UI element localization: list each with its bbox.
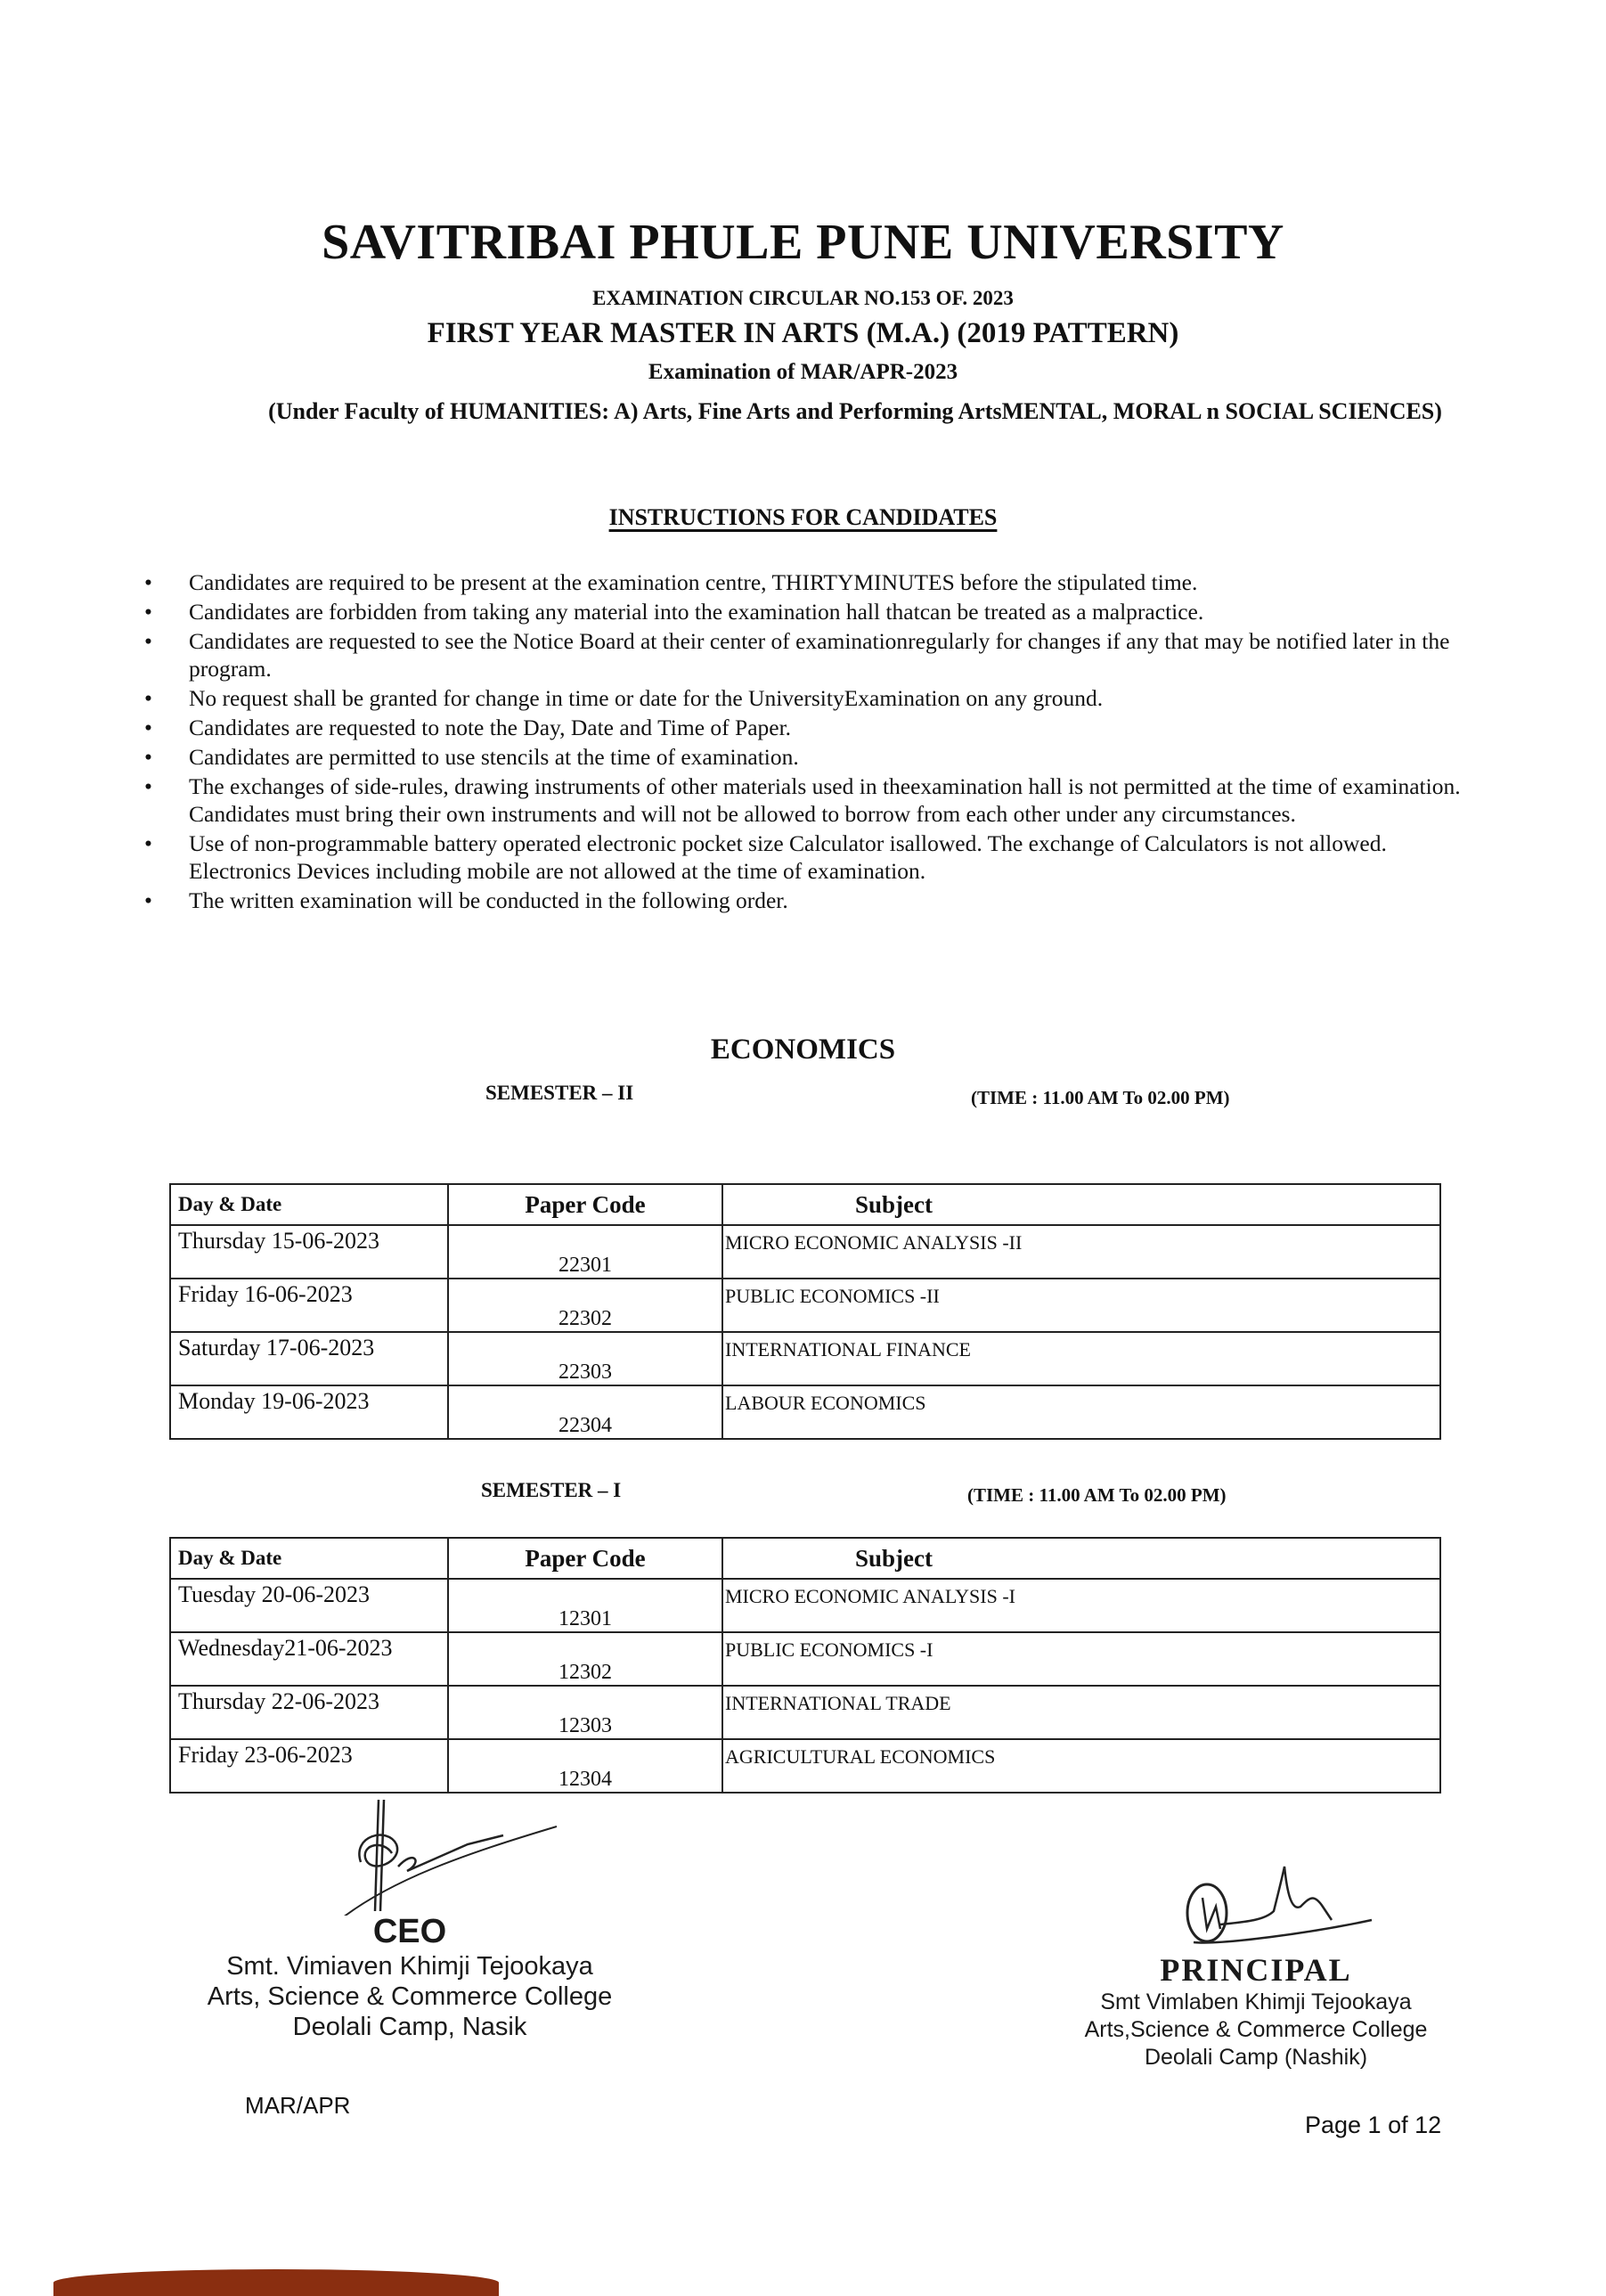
bullet-icon: • [144, 887, 152, 913]
semester-2-time: (TIME : 11.00 AM To 02.00 PM) [971, 1087, 1230, 1108]
cell-code: 22302 [448, 1279, 722, 1332]
cell-date: Monday 19-06-2023 [170, 1385, 448, 1439]
principal-signature-icon [1042, 1858, 1470, 1947]
instructions-heading [0, 504, 1606, 531]
instructions-list [134, 568, 1488, 916]
bullet-icon: • [144, 830, 152, 856]
col-header-subject: Subject [722, 1184, 1440, 1225]
semester-2-label: SEMESTER – II [485, 1082, 634, 1104]
col-header-date: Day & Date [170, 1184, 448, 1225]
cell-code: 22303 [448, 1332, 722, 1385]
instruction-item: • The exchanges of side-rules, drawing instruments of other materials used in theexamination hall is not permitted at the time of examination. Candidates must bring their own instruments and will not be allowed to borrow from each other under any circumstances. [144, 773, 1461, 827]
table-row [170, 1739, 1440, 1793]
table-row [170, 1385, 1440, 1439]
col-header-code: Paper Code [448, 1538, 722, 1579]
cell-code: 22304 [448, 1385, 722, 1439]
table-row [170, 1332, 1440, 1385]
cell-date: Thursday 22-06-2023 [170, 1686, 448, 1739]
table-row [170, 1225, 1440, 1279]
instruction-item: • Use of non-programmable battery operated electronic pocket size Calculator isallowed. The exchange of Calculators is not allowed. Electronics Devices including mobile are not allowed at the time of examination. [144, 830, 1387, 884]
principal-line-3: Deolali Camp (Nashik) [1144, 2045, 1368, 2070]
cell-date: Tuesday 20-06-2023 [170, 1579, 448, 1632]
principal-signature-block [1042, 1858, 1470, 2071]
bullet-icon: • [144, 773, 152, 799]
instruction-item: • Candidates are forbidden from taking any material into the examination hall thatcan be treated as a malpractice. [144, 599, 1204, 625]
cell-subject: PUBLIC ECONOMICS -I [722, 1632, 1440, 1686]
page-edge-stain [53, 2269, 499, 2296]
col-header-code: Paper Code [448, 1184, 722, 1225]
ceo-signature-icon [200, 1800, 619, 1916]
page-number: Page 1 of 12 [1305, 2112, 1442, 2138]
cell-date: Friday 16-06-2023 [170, 1279, 448, 1332]
cell-code: 12304 [448, 1739, 722, 1793]
cell-code: 12303 [448, 1686, 722, 1739]
principal-line-1: Smt Vimlaben Khimji Tejookaya [1100, 1990, 1412, 2014]
instruction-item: • Candidates are requested to note the Day, Date and Time of Paper. [144, 715, 792, 740]
ceo-title: CEO [372, 1913, 447, 1950]
instruction-item: • Candidates are required to be present at the examination centre, THIRTYMINUTES before the stipulated time. [144, 569, 1198, 595]
instruction-item: • The written examination will be conducted in the following order. [144, 887, 788, 913]
program-title: FIRST YEAR MASTER IN ARTS (M.A.) (2019 PATTERN) [427, 317, 1179, 349]
cell-date: Saturday 17-06-2023 [170, 1332, 448, 1385]
table-row [170, 1686, 1440, 1739]
cell-subject: INTERNATIONAL TRADE [722, 1686, 1440, 1739]
principal-line-2: Arts,Science & Commerce College [1084, 2017, 1428, 2042]
table-row [170, 1632, 1440, 1686]
cell-subject: LABOUR ECONOMICS [722, 1385, 1440, 1439]
semester-1-time: (TIME : 11.00 AM To 02.00 PM) [967, 1484, 1227, 1506]
university-title: SAVITRIBAI PHULE PUNE UNIVERSITY [322, 215, 1284, 270]
table-header-row [170, 1538, 1440, 1579]
bullet-icon: • [144, 569, 152, 595]
principal-title: PRINCIPAL [1160, 1952, 1352, 1988]
cell-date: Thursday 15-06-2023 [170, 1225, 448, 1279]
ceo-line-2: Arts, Science & Commerce College [207, 1982, 613, 2011]
cell-code: 22301 [448, 1225, 722, 1279]
faculty-line: (Under Faculty of HUMANITIES: A) Arts, Fine Arts and Performing ArtsMENTAL, MORAL n SOCIAL SCIENCES) [268, 398, 1442, 424]
cell-code: 12301 [448, 1579, 722, 1632]
bullet-icon: • [144, 715, 152, 740]
bullet-icon: • [144, 599, 152, 625]
col-header-subject: Subject [722, 1538, 1440, 1579]
ceo-signature-block [200, 1800, 619, 2042]
cell-code: 12302 [448, 1632, 722, 1686]
semester-2-table [169, 1183, 1441, 1440]
semester-1-table [169, 1537, 1441, 1793]
table-row [170, 1279, 1440, 1332]
instructions-heading-text: INSTRUCTIONS FOR CANDIDATES [608, 504, 998, 530]
semester-1-label: SEMESTER – I [481, 1479, 622, 1501]
table-header-row [170, 1184, 1440, 1225]
bullet-icon: • [144, 628, 152, 654]
bullet-icon: • [144, 744, 152, 770]
cell-subject: INTERNATIONAL FINANCE [722, 1332, 1440, 1385]
ceo-line-3: Deolali Camp, Nasik [292, 2013, 527, 2041]
cell-subject: PUBLIC ECONOMICS -II [722, 1279, 1440, 1332]
footer-session: MAR/APR [245, 2092, 351, 2119]
cell-date: Wednesday21-06-2023 [170, 1632, 448, 1686]
cell-subject: MICRO ECONOMIC ANALYSIS -II [722, 1225, 1440, 1279]
exam-session: Examination of MAR/APR-2023 [648, 360, 958, 384]
table-row [170, 1579, 1440, 1632]
instruction-item: • Candidates are requested to see the Notice Board at their center of examinationregularly for changes if any that may be notified later in the program. [144, 628, 1450, 682]
cell-subject: MICRO ECONOMIC ANALYSIS -I [722, 1579, 1440, 1632]
circular-number: EXAMINATION CIRCULAR NO.153 OF. 2023 [592, 287, 1014, 309]
instruction-item: • No request shall be granted for change in time or date for the UniversityExamination on any ground. [144, 685, 1104, 711]
cell-subject: AGRICULTURAL ECONOMICS [722, 1739, 1440, 1793]
col-header-date: Day & Date [170, 1538, 448, 1579]
subject-heading: ECONOMICS [710, 1034, 896, 1066]
instruction-item: • Candidates are permitted to use stencils at the time of examination. [144, 744, 799, 770]
bullet-icon: • [144, 685, 152, 711]
ceo-line-1: Smt. Vimiaven Khimji Tejookaya [226, 1952, 593, 1981]
cell-date: Friday 23-06-2023 [170, 1739, 448, 1793]
